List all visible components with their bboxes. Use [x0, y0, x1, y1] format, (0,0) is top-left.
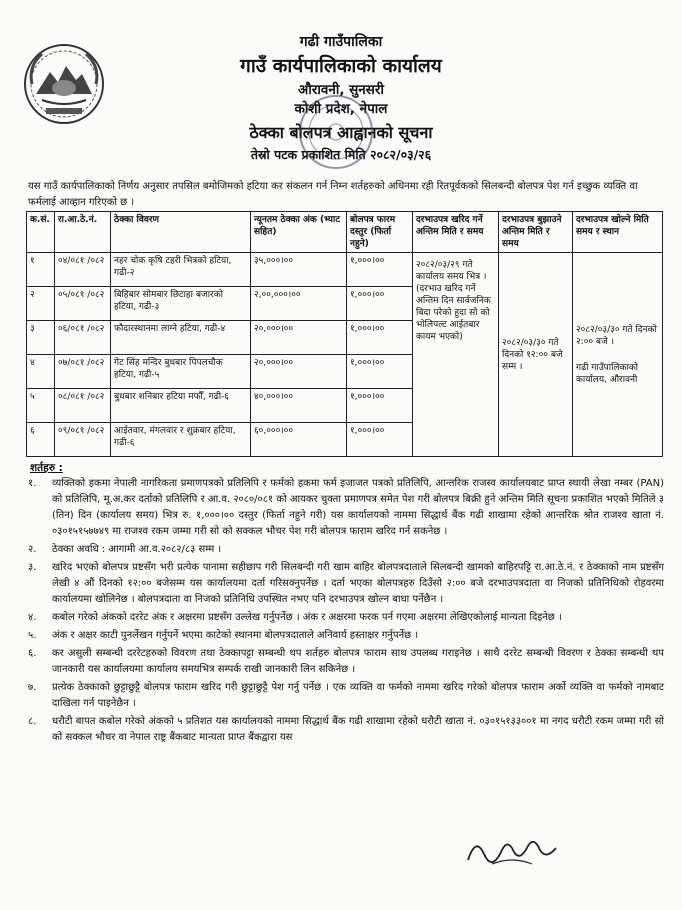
- cell-description: फौदारस्थानमा लाग्ने हटिया, गढी-४: [111, 321, 251, 355]
- table-header-row: [27, 212, 663, 253]
- cell-description: गेट सिंह मन्दिर बुधबार पिपलचौक हटिया, गढी-५: [111, 355, 251, 389]
- term-number: १.: [28, 478, 37, 489]
- list-item: [28, 628, 664, 644]
- cell-description: बुधबार शनिबार हटिया मफौँ, गढी-६: [111, 389, 251, 423]
- cell-fee: १,०००।००: [347, 253, 413, 287]
- cell-fee: १,०००।००: [347, 321, 413, 355]
- submit-deadline-text: २०८२/०३/३० गते दिनको १२:०० बजे सम्म ।: [502, 337, 563, 372]
- term-number: ६.: [28, 648, 37, 659]
- cell-contract-no: ०८/०८१ /०८२: [55, 389, 111, 423]
- col-header-sn: क.सं.: [27, 212, 55, 253]
- terms-heading: शर्तहरु :: [30, 462, 63, 474]
- signature-icon: [462, 826, 562, 872]
- cell-sn: ४: [27, 355, 55, 389]
- cell-contract-no: ०५/०८१ /०८२: [55, 287, 111, 321]
- cell-fee: १,०००।००: [347, 355, 413, 389]
- cell-sn: ३: [27, 321, 55, 355]
- col-header-opening: दरभाउपत्र खोल्ने मिति समय र स्थान: [573, 212, 663, 253]
- tender-table: [26, 211, 663, 457]
- list-item: [28, 646, 664, 678]
- cell-submit-deadline: [499, 253, 573, 457]
- cell-amount: ६०,०००।००: [251, 423, 347, 457]
- table-row: [27, 253, 663, 287]
- cell-amount: ४०,०००।००: [251, 389, 347, 423]
- cell-fee: १,०००।००: [347, 389, 413, 423]
- cell-opening: [573, 253, 663, 457]
- province-country: कोशी प्रदेश, नेपाल: [294, 101, 388, 117]
- cell-amount: २०,०००।००: [251, 355, 347, 389]
- cell-contract-no: ०६/०८१ /०८२: [55, 321, 111, 355]
- list-item: [28, 610, 664, 626]
- terms-list: [28, 476, 664, 748]
- publication-date: तेस्रो पटक प्रकाशित मिति २०८२/०३/२६: [250, 147, 432, 162]
- term-text: धरौटी बापत कबोल गरेको अंकको ५ प्रतिशत यस कार्यालयको नाममा सिद्धार्थ बैंक गढी शाखामा रहेको धरौटी खाता नं. ०३०१५१३३००१ मा नगद धरौटी रकम जम्मा गरी सो को सक्कल भौचर वा नेपाल राष्ट्र बैंकबाट मान्यता प्राप्त बैंकद्वारा यस: [52, 716, 664, 743]
- term-text: व्यक्तिको हकमा नेपाली नागरिकता प्रमाणपत्रको प्रतिलिपि र फर्मको हकमा फर्म इजाजत पत्रको प्रतिलिपि, आन्तरिक राजस्व कार्यालयबाट प्राप्त स्थायी लेखा नम्बर (PAN) को प्रतिलिपि, मू.अ.कर दर्ताको प्रतिलिपि र आ.व. २०८०/०८१ को आयकर चुक्ता प्रमाणपत्र समेत पेश गरी बोलपत्र बिक्री हुने अन्तिम मिति सूचना प्रकाशित भएको मितिले ३ (तिन) दिन (कार्यालय समय) भित्र रु. १,०००।०० दस्तुर (फिर्ता नहुने गरी) यस कार्यालयको नाममा सिद्धार्थ बैंक गढी शाखामा रहेको आन्तरिक श्रोत राजश्व खाता नं. ०३०१५१५७७४९ मा राजश्व रकम जम्मा गरी सो को सक्कल भौचर पेश गरी बोलपत्र फाराम खरिद गर्न सकनेछ ।: [52, 478, 664, 537]
- term-text: खरिद भएको बोलपत्र प्रष्टसँग भरी प्रत्येक पानामा सहीछाप गरी सिलबन्दी गरी खाम बाहिर बोलपत्रदाताले सिलबन्दी खामको बाहिरपट्टि रा.आ.ठे.नं. र ठेक्काको नाम प्रष्टसँग लेखी ४ औं दिनको १२:०० बजेसम्म यस कार्यालयमा दर्ता गरिसक्नुपर्नेछ । दर्ता भएका बोलपत्रहरु दिउँसो २:०० बजे दरभाउपत्रदाता वा निजको प्रतिनिधिको रोहवरमा कार्यालयमा खोलिनेछ । बोलपत्रदाता वा निजको प्रतिनिधि उपस्थित नभए पनि दरभाउपत्र खोल्न बाधा पर्नेछैन ।: [52, 562, 664, 605]
- cell-sn: १: [27, 253, 55, 287]
- col-header-contract-no: रा.आ.ठे.नं.: [55, 212, 111, 253]
- cell-purchase-deadline: २०८२/०३/२९ गते कार्यालय समय भित्र । (दरभाउ खरिद गर्ने अन्तिम दिन सार्वजनिक बिदा परेको हुदा सो को भोलिपल्ट आईतबार कायम भएको): [413, 253, 499, 457]
- term-text: कबोल गरेको अंकको दररेट अंक र अक्षरमा प्रष्टसँग उल्लेख गर्नुपर्नेछ । अंक र अक्षरमा फरक पर्न गएमा अक्षरमा लेखिएकोलाई मान्यता दिइनेछ ।: [52, 612, 562, 623]
- term-text: अंक र अक्षर काटी पुनर्लेखन गर्नुपर्ने भएमा काटेको स्थानमा बोलपत्रदाताले अनिवार्य हस्ताक्षर गर्नुपर्नेछ ।: [52, 630, 419, 641]
- term-text: कर असुली सम्बन्धी दररेटहरुको विवरण तथा ठेक्कापट्टा सम्बन्धी थप शर्तहरु बोलपत्र फाराम साथ उपलब्ध गराइनेछ । साथै दररेट सम्बन्धी विवरण र ठेक्का सम्बन्धी थप जानकारी यस कार्यालयमा कार्यालय समयभित्र सम्पर्क राखी जानकारी लिन सकिनेछ ।: [52, 648, 664, 675]
- cell-sn: २: [27, 287, 55, 321]
- list-item: [28, 560, 664, 608]
- term-number: ३.: [28, 562, 37, 573]
- term-number: ८.: [28, 716, 37, 727]
- term-text: प्रत्येक ठेक्काको छुट्टाछुट्टै बोलपत्र फाराम खरिद गरी छुट्टाछुट्टै पेश गर्नु पर्नेछ । एक व्यक्ति वा फर्मको नाममा खरिद गरेको बोलपत्र फाराम अर्को व्यक्ति वा फर्मको नामबाट दाखिला गर्न पाइनेछैन ।: [52, 682, 664, 709]
- list-item: [28, 476, 664, 540]
- term-number: २.: [28, 544, 37, 555]
- cell-fee: १,०००।००: [347, 423, 413, 457]
- col-header-submit-deadline: दरभाउपत्र बुझाउने अन्तिम मिति र समय: [499, 212, 573, 253]
- opening-place: गढी गाउँपालिकाको कार्यालय, औरावनी: [576, 362, 639, 385]
- cell-sn: ५: [27, 389, 55, 423]
- cell-description: आईतवार, मंगलवार र शुक्रबार हटिया, गढी-६: [111, 423, 251, 457]
- notice-title: ठेक्का बोलपत्र आह्वानको सूचना: [249, 123, 433, 142]
- cell-amount: २०,०००।००: [251, 321, 347, 355]
- list-item: [28, 714, 664, 746]
- office-title: गाउँ कार्यपालिकाको कार्यालय: [240, 55, 442, 77]
- intro-paragraph: यस गाउँ कार्यपालिकाको निर्णय अनुसार तपसिल बमोजिमको हटिया कर संकलन गर्न निम्न शर्तहरुको अधिनमा रही रितपूर्वकको सिलबन्दी बोलपत्र पेश गर्न इच्छुक व्यक्ति वा फर्मलाई आव्हान गरिएको छ ।: [28, 181, 638, 208]
- cell-contract-no: ०९/०८१ /०८२: [55, 423, 111, 457]
- col-header-purchase-deadline: दरभाउपत्र खरिद गर्ने अन्तिम मिति र समय: [413, 212, 499, 253]
- col-header-form-fee: बोलपत्र फारम दस्तुर (फिर्ता नहुने): [347, 212, 413, 253]
- cell-amount: ३५,०००।००: [251, 253, 347, 287]
- cell-amount: २,००,०००।००: [251, 287, 347, 321]
- list-item: [28, 680, 664, 712]
- term-number: ७.: [28, 682, 37, 693]
- municipality-name: गढी गाउँपालिका: [299, 34, 383, 50]
- cell-contract-no: ०४/०८१ /०८२: [55, 253, 111, 287]
- cell-description: नहर चोक कृषि टहरी भित्रको हटिया, गढी-२: [111, 253, 251, 287]
- office-address: औरावनी, सुनसरी: [298, 82, 384, 98]
- cell-fee: १,०००।००: [347, 287, 413, 321]
- col-header-min-amount: न्यूनतम ठेक्का अंक (भ्याट सहित): [251, 212, 347, 253]
- term-number: ४.: [28, 612, 37, 623]
- office-stamp-icon: [296, 92, 376, 172]
- list-item: [28, 542, 664, 558]
- cell-sn: ६: [27, 423, 55, 457]
- cell-description: बिहिबार सोमबार छिटाहा बजारको हटिया, गढी-३: [111, 287, 251, 321]
- opening-datetime: २०८२/०३/३० गते दिनको २:०० बजे ।: [576, 324, 657, 347]
- col-header-description: ठेक्का विवरण: [111, 212, 251, 253]
- term-text: ठेक्का अवधि : आगामी आ.व.२०८२/८३ सम्म ।: [52, 544, 222, 555]
- cell-contract-no: ०७/०८१ /०८२: [55, 355, 111, 389]
- term-number: ५.: [28, 630, 37, 641]
